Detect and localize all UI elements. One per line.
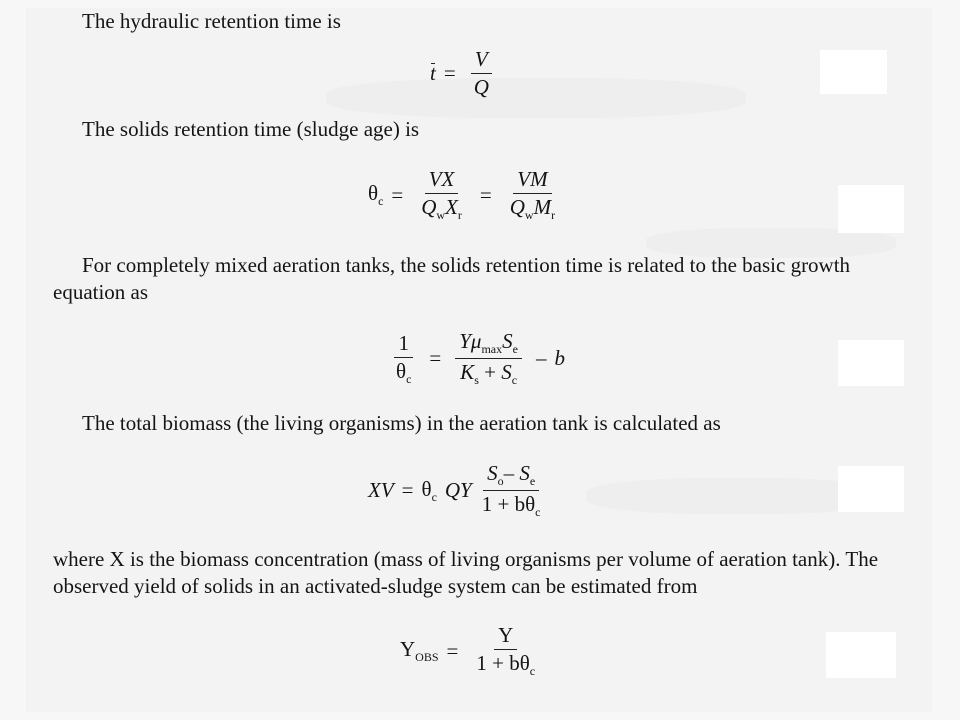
eq5-numerator: Y — [494, 624, 517, 650]
equation-observed-yield — [400, 624, 545, 678]
eq3-lhs-fraction — [392, 332, 415, 386]
eq4-lhs: XV — [368, 478, 394, 503]
eq2-f2-denominator: $Q_wM_r$ — [509, 195, 556, 223]
eq2-f1-denominator: $Q_wX_r$ — [421, 195, 462, 223]
eq5-denominator: $1 + b\theta_c$ — [476, 651, 536, 679]
eq3-decay-term: b — [554, 346, 565, 371]
equation-solids-retention — [368, 168, 565, 222]
paragraph-hydraulic-retention: The hydraulic retention time is — [82, 9, 341, 33]
eq4-equals: = — [401, 478, 414, 503]
eq2-f2-numerator: VM — [513, 168, 551, 194]
eq1-fraction — [470, 48, 493, 99]
eq2-fraction-1 — [417, 168, 466, 222]
eq4-fraction — [478, 462, 545, 519]
eq5-fraction — [472, 624, 539, 678]
eq5-lhs: $Y_{OBS}$ — [400, 637, 439, 665]
equation-hydraulic-retention — [430, 48, 499, 99]
eq4-qy: QY — [444, 478, 472, 503]
eq4-denominator: $1 + b\theta_c$ — [481, 492, 541, 520]
equation-growth — [386, 330, 565, 387]
paragraph-observed-yield: where X is the biomass concentration (mass of living organisms per volume of aeration tank). The observed yield of solids in an activated-sludge system can be estimated from — [53, 547, 879, 598]
paragraph-solids-retention: The solids retention time (sludge age) is — [82, 117, 420, 141]
eq4-theta: $\theta_c$ — [421, 476, 437, 504]
eq2-equals-2: = — [479, 182, 492, 207]
eq2-f1-numerator: VX — [425, 168, 459, 194]
eq3-rhs-denominator: $K_s + S_c$ — [460, 360, 518, 388]
paragraph-growth-equation: For completely mixed aeration tanks, the solids retention time is related to the basic growth equation as — [53, 253, 851, 304]
eq3-lhs-numerator: 1 — [394, 332, 413, 358]
blank-patch — [838, 466, 904, 512]
eq4-numerator: $S_o-$ $S_e$ — [483, 462, 539, 491]
eq5-equals: = — [446, 638, 459, 663]
eq3-lhs-denominator: $\theta_c$ — [396, 358, 412, 386]
blank-patch — [838, 340, 904, 386]
scan-smudge — [326, 78, 746, 118]
eq2-lhs: $\theta_c$ — [368, 181, 384, 209]
eq1-numerator: V — [471, 48, 492, 74]
eq3-rhs-fraction — [455, 330, 522, 387]
eq3-minus: – — [535, 346, 547, 371]
eq1-equals: = — [443, 61, 456, 86]
equation-total-biomass — [368, 462, 550, 519]
blank-patch — [820, 50, 887, 94]
eq1-denominator: Q — [473, 75, 489, 100]
eq1-lhs: t — [430, 61, 436, 86]
eq2-equals: = — [391, 182, 404, 207]
eq3-equals: = — [429, 346, 442, 371]
paragraph-total-biomass: The total biomass (the living organisms) in the aeration tank is calculated as — [82, 411, 721, 435]
eq3-rhs-numerator: $Y\mu_{max}S_e$ — [455, 330, 522, 359]
eq2-fraction-2 — [506, 168, 559, 222]
blank-patch — [826, 632, 896, 678]
blank-patch — [838, 185, 904, 233]
